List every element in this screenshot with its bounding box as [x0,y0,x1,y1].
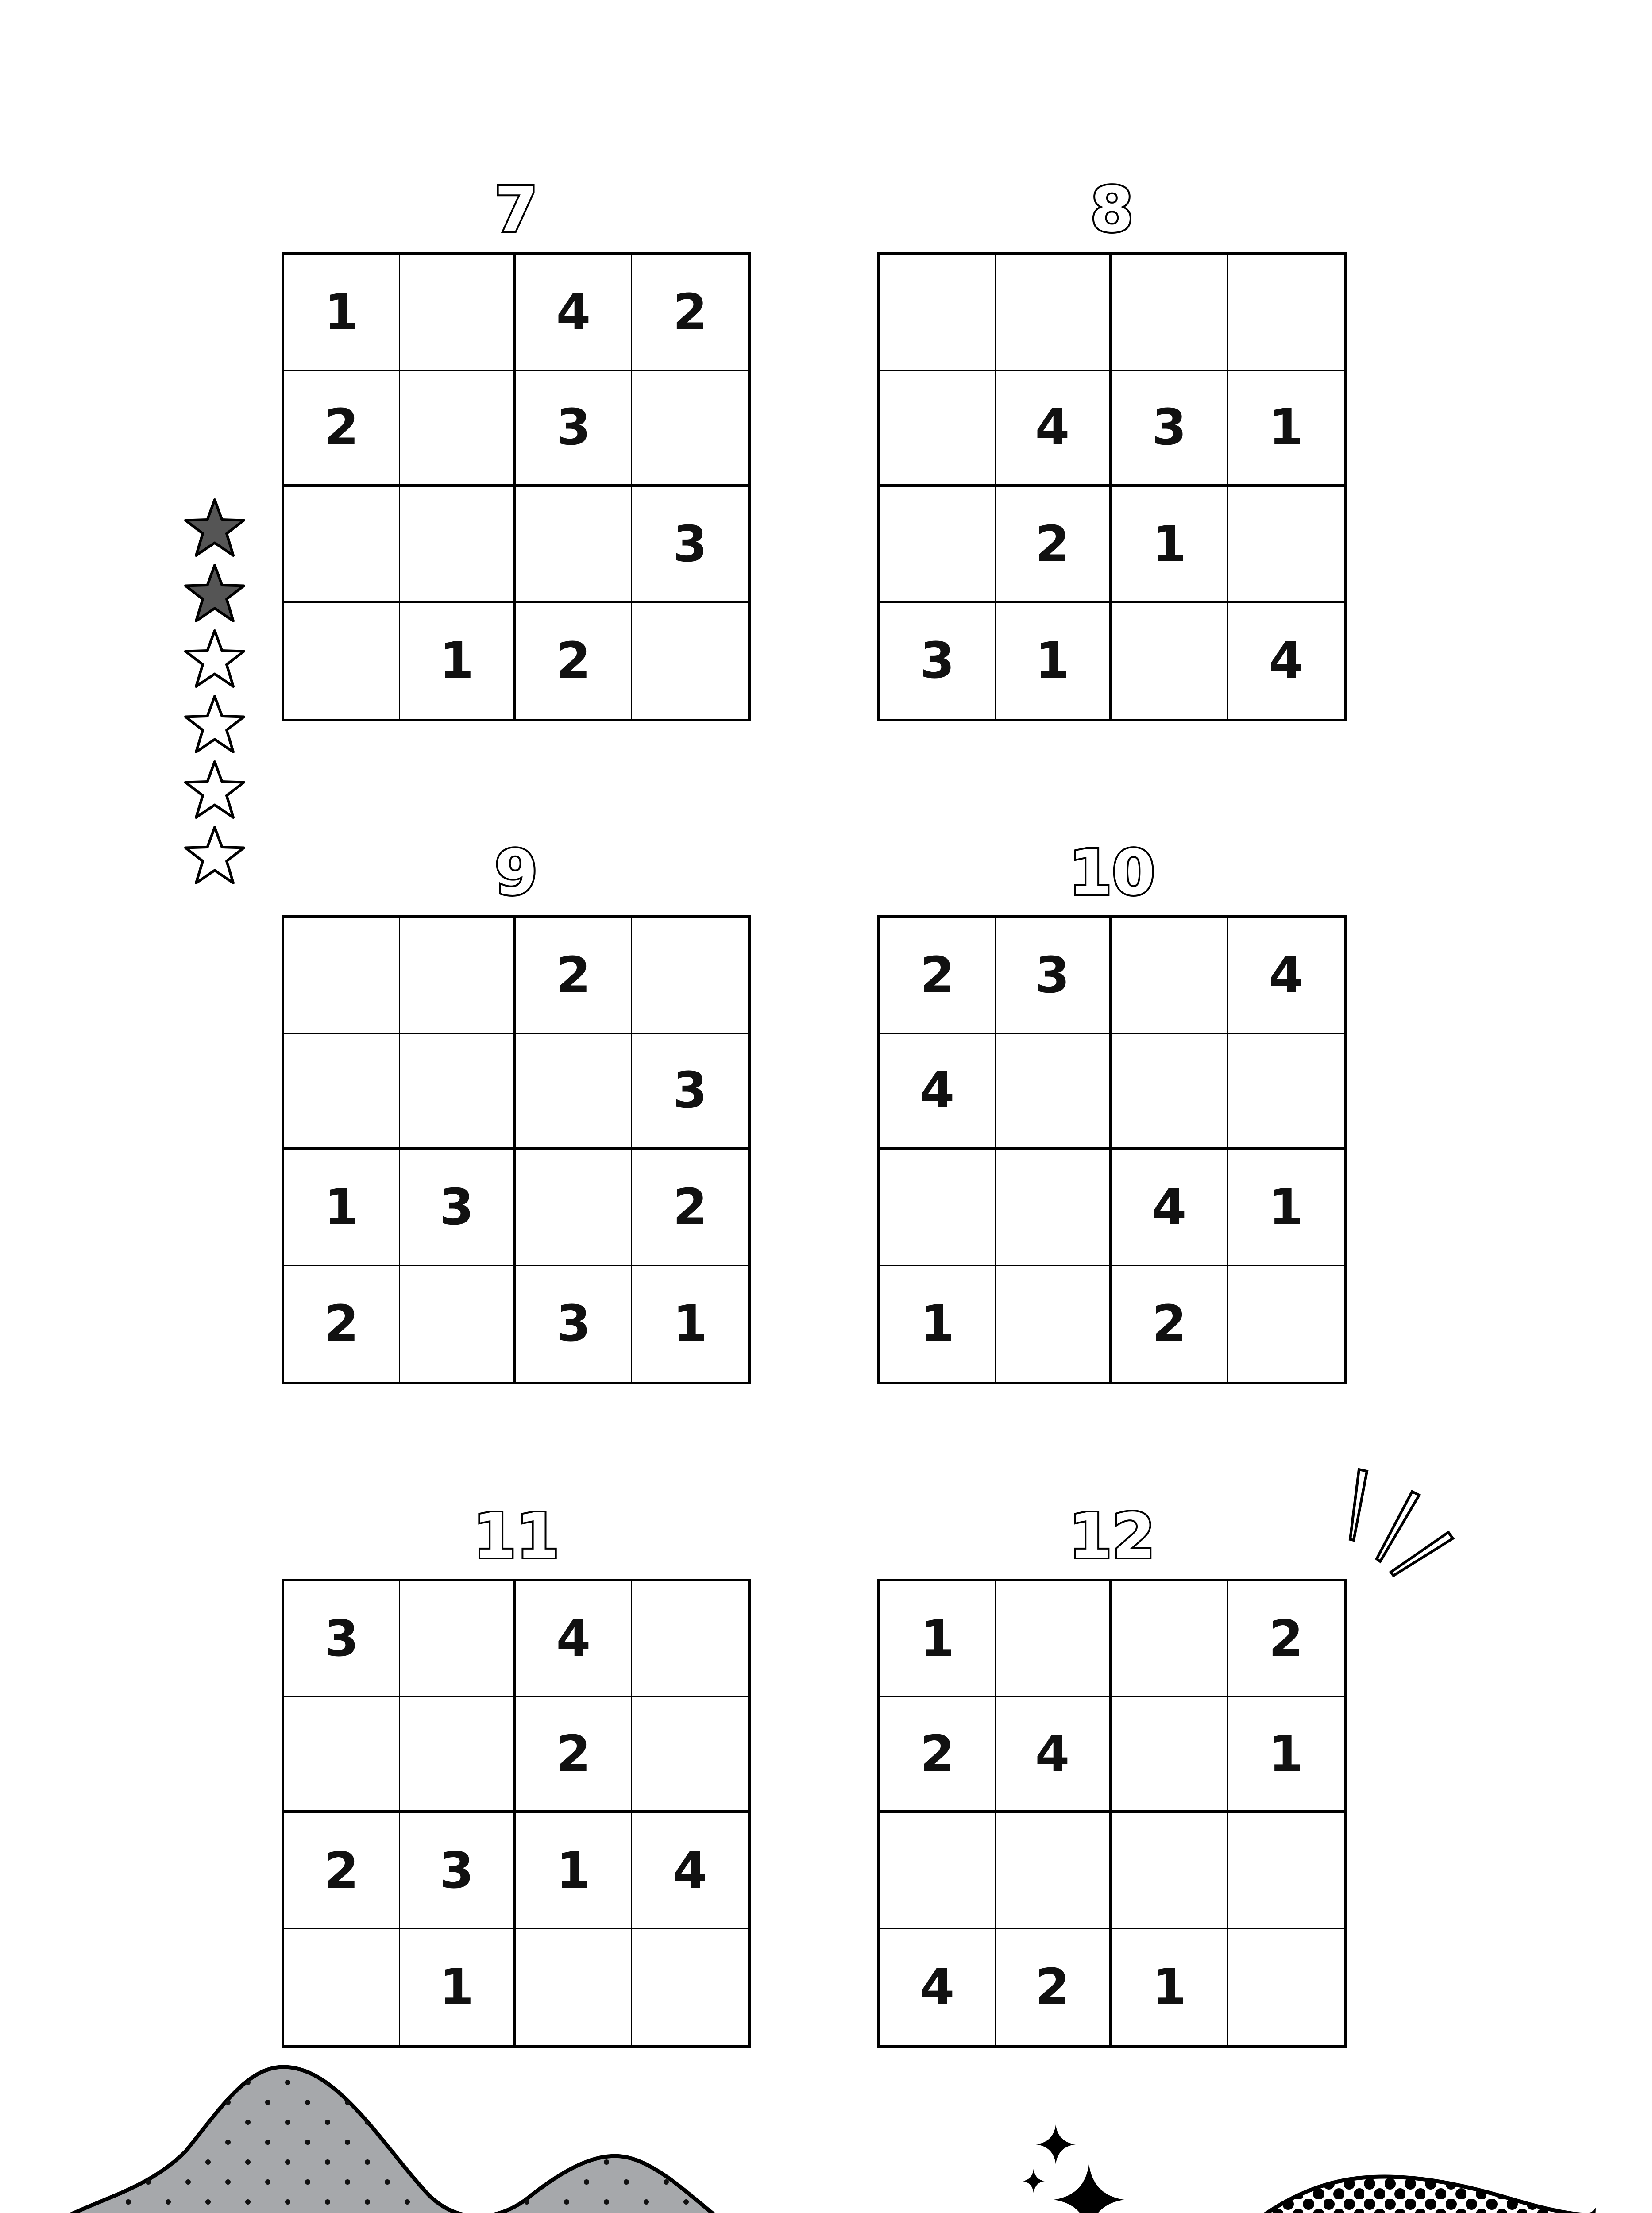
grid-cell: 3 [400,1813,516,1929]
puzzle-number: 10 [1069,837,1155,909]
grid-cell: 1 [673,1295,707,1353]
grid-cell [632,918,748,1034]
grid-cell [1228,1034,1344,1150]
grid-cell [400,1581,516,1697]
star-empty-icon [181,627,248,693]
grid-cell [1112,1034,1228,1150]
star-filled-icon [181,561,248,628]
grid-cell: 1 [1112,487,1228,603]
grid-cell [284,1697,400,1813]
grid-cell [516,1929,632,2045]
grid-cell [1112,1697,1228,1813]
grid-cell [880,1813,996,1929]
grid-cell: 2 [284,1266,400,1382]
sudoku-grid [877,252,1347,721]
grid-cell [1112,603,1228,719]
sudoku-grid [282,915,751,1384]
star-empty-icon [181,823,248,890]
grid-cell: 2 [880,918,996,1034]
grid-cell [996,1813,1112,1929]
grid-cell: 4 [516,255,632,371]
grid-cell: 1 [1112,1929,1228,2045]
grid-cell [516,1150,632,1266]
sudoku-grid [877,915,1347,1384]
star-filled-icon [181,496,248,562]
grid-cell [1228,1266,1344,1382]
grid-cell [632,603,748,719]
grid-cell [1112,1581,1228,1697]
grid-cell [996,1150,1112,1266]
grid-cell: 1 [400,603,516,719]
grid-cell: 2 [516,603,632,719]
grid-cell: 3 [516,371,632,487]
grid-cell [400,255,516,371]
grid-cell: 2 [996,487,1112,603]
grid-cell [1228,1813,1344,1929]
grid-cell: 3 [880,603,996,719]
grid-cell: 1 [996,603,1112,719]
grid-cell: 1 [1228,1150,1344,1266]
grid-cell: 2 [996,1929,1112,2045]
grid-cell: 4 [516,1581,632,1697]
grid-cell: 4 [1112,1150,1228,1266]
grid-cell [400,487,516,603]
grid-cell [1112,255,1228,371]
puzzle-number: 7 [494,174,538,246]
grid-cell [284,1929,400,2045]
grid-cell [400,918,516,1034]
grid-cell: 4 [996,371,1112,487]
grid-cell: 1 [880,1266,996,1382]
grid-cell: 3 [632,1034,748,1150]
grid-cell [1112,918,1228,1034]
grid-cell: 3 [400,1150,516,1266]
grid-cell [400,371,516,487]
grid-cell [632,1581,748,1697]
grid-cell [632,371,748,487]
grid-cell [516,1034,632,1150]
grid-cell: 1 [880,1581,996,1697]
grid-cell: 4 [1269,632,1303,690]
grid-cell [996,255,1112,371]
grid-cell: 2 [632,255,748,371]
grid-cell: 1 [1228,371,1344,487]
grid-cell [1112,1813,1228,1929]
grid-cell: 1 [400,1929,516,2045]
grid-cell: 2 [1112,1266,1228,1382]
grid-cell: 2 [632,1150,748,1266]
grid-cell: 1 [516,1813,632,1929]
grid-cell [880,371,996,487]
grid-cell: 3 [284,1581,400,1697]
grid-cell: 2 [516,918,632,1034]
grid-cell: 4 [880,1929,996,2045]
grid-cell [880,1150,996,1266]
grid-cell [284,1034,400,1150]
grid-cell [880,487,996,603]
puzzle-number: 9 [494,837,538,909]
grid-cell: 3 [516,1266,632,1382]
grid-cell [880,255,996,371]
grid-cell: 3 [632,487,748,603]
grid-cell [400,1034,516,1150]
grid-cell [996,1266,1112,1382]
grid-cell [1228,487,1344,603]
grid-cell: 1 [284,255,400,371]
grid-cell [1228,1929,1344,2045]
grid-cell: 2 [880,1697,996,1813]
grid-cell [284,487,400,603]
grid-cell [996,1581,1112,1697]
star-empty-icon [181,758,248,824]
grid-cell: 1 [1228,1697,1344,1813]
grid-cell: 2 [284,1813,400,1929]
grid-cell: 4 [996,1697,1112,1813]
grid-cell: 4 [880,1034,996,1150]
puzzle-number: 8 [1090,174,1134,246]
grid-cell: 4 [632,1813,748,1929]
grid-cell: 4 [1228,918,1344,1034]
grid-cell [400,1697,516,1813]
grid-cell: 2 [1228,1581,1344,1697]
difficulty-rating [181,496,248,889]
grid-cell [996,1034,1112,1150]
grid-cell [400,1266,516,1382]
grid-cell [1228,255,1344,371]
grid-cell: 1 [284,1150,400,1266]
puzzle-number: 12 [1069,1500,1155,1573]
sudoku-grid [877,1579,1347,2048]
grid-cell: 2 [284,371,400,487]
grid-cell: 2 [516,1697,632,1813]
grid-cell: 3 [1112,371,1228,487]
grid-cell [284,918,400,1034]
sudoku-grid [282,252,751,721]
star-empty-icon [181,692,248,759]
sudoku-grid [282,1579,751,2048]
grid-cell: 3 [996,918,1112,1034]
puzzle-number: 11 [473,1500,560,1573]
grid-cell [632,1929,748,2045]
grid-cell [284,603,400,719]
grid-cell [516,487,632,603]
grid-cell [632,1697,748,1813]
